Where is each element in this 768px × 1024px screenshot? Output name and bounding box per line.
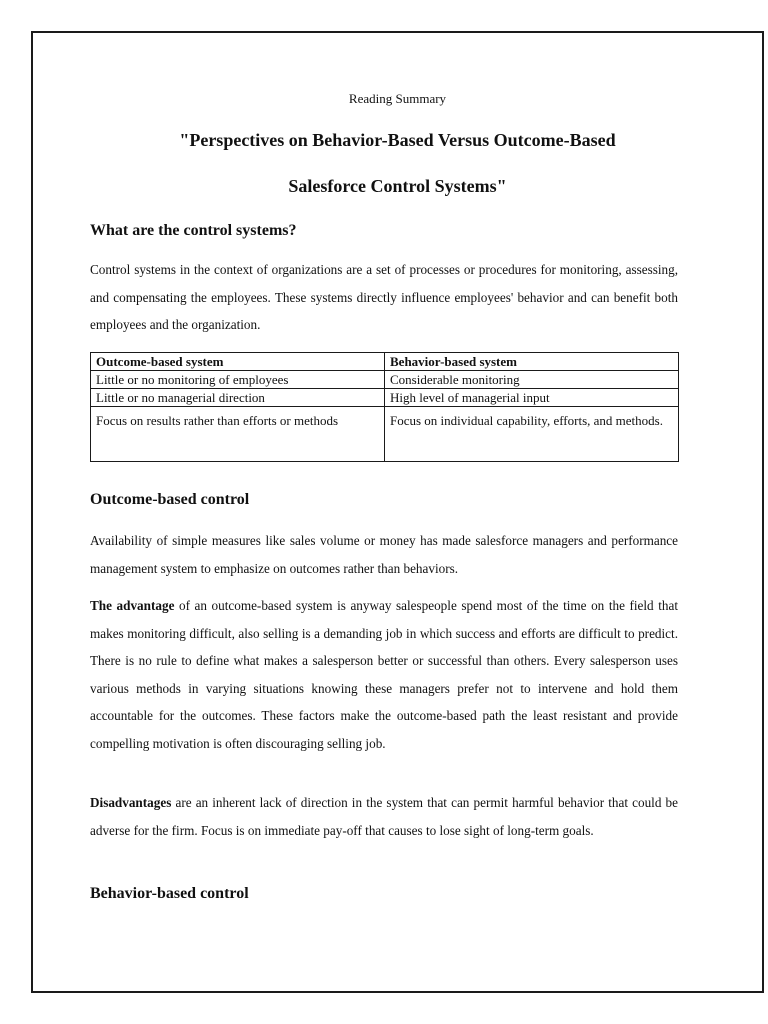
table-row (91, 389, 679, 407)
table-row (91, 407, 679, 462)
comparison-table (90, 352, 679, 462)
section-heading-behavior-control: Behavior-based control (90, 885, 249, 902)
disadvantage-text: are an inherent lack of direction in the system that can permit harmful behavior that could be adverse for the firm. Focus is on immediate pay-off that causes to lose sight of long-term goals. (90, 795, 678, 838)
table-cell: Little or no managerial direction (91, 389, 385, 407)
table-cell: Little or no monitoring of employees (91, 371, 385, 389)
table-cell: High level of managerial input (385, 389, 679, 407)
paragraph-control-systems: Control systems in the context of organizations are a set of processes or procedures for monitoring, assessing, and compensating the employees. These systems directly influence employees' behavior and can benefit both employees and the organization. (90, 262, 678, 332)
table-cell: Focus on individual capability, efforts, and methods. (385, 407, 679, 462)
table-header-behavior: Behavior-based system (385, 353, 679, 371)
section-heading-outcome-control: Outcome-based control (90, 491, 250, 508)
section-heading-control-systems: What are the control systems? (90, 222, 297, 239)
table-cell: Focus on results rather than efforts or methods (91, 407, 385, 462)
paragraph-disadvantage (90, 789, 678, 844)
advantage-lead: The advantage (90, 598, 175, 613)
paragraph-outcome-intro: Availability of simple measures like sales volume or money has made salesforce managers and performance management system to emphasize on outcomes rather than behaviors. (90, 533, 678, 576)
table-cell: Considerable monitoring (385, 371, 679, 389)
table-header-row (91, 353, 679, 371)
disadvantage-lead: Disadvantages (90, 795, 172, 810)
table-header-outcome: Outcome-based system (91, 353, 385, 371)
document-title-line-1: "Perspectives on Behavior-Based Versus Outcome-Based (179, 130, 616, 150)
document-title-line-2: Salesforce Control Systems" (288, 176, 507, 196)
advantage-text: of an outcome-based system is anyway salespeople spend most of the time on the field that makes monitoring difficult, also selling is a demanding job in which success and efforts are difficult to predict. There is no rule to define what makes a salesperson better or successful than others. Every salesperson uses various methods in varying situations knowing these managers prefer not to intervene and hold them accountable for the outcomes. These factors make the outcome-based path the least resistant and provide compelling motivation is often discouraging selling job. (90, 598, 678, 751)
document-kicker: Reading Summary (348, 91, 447, 106)
table-row (91, 371, 679, 389)
paragraph-advantage (90, 592, 678, 757)
